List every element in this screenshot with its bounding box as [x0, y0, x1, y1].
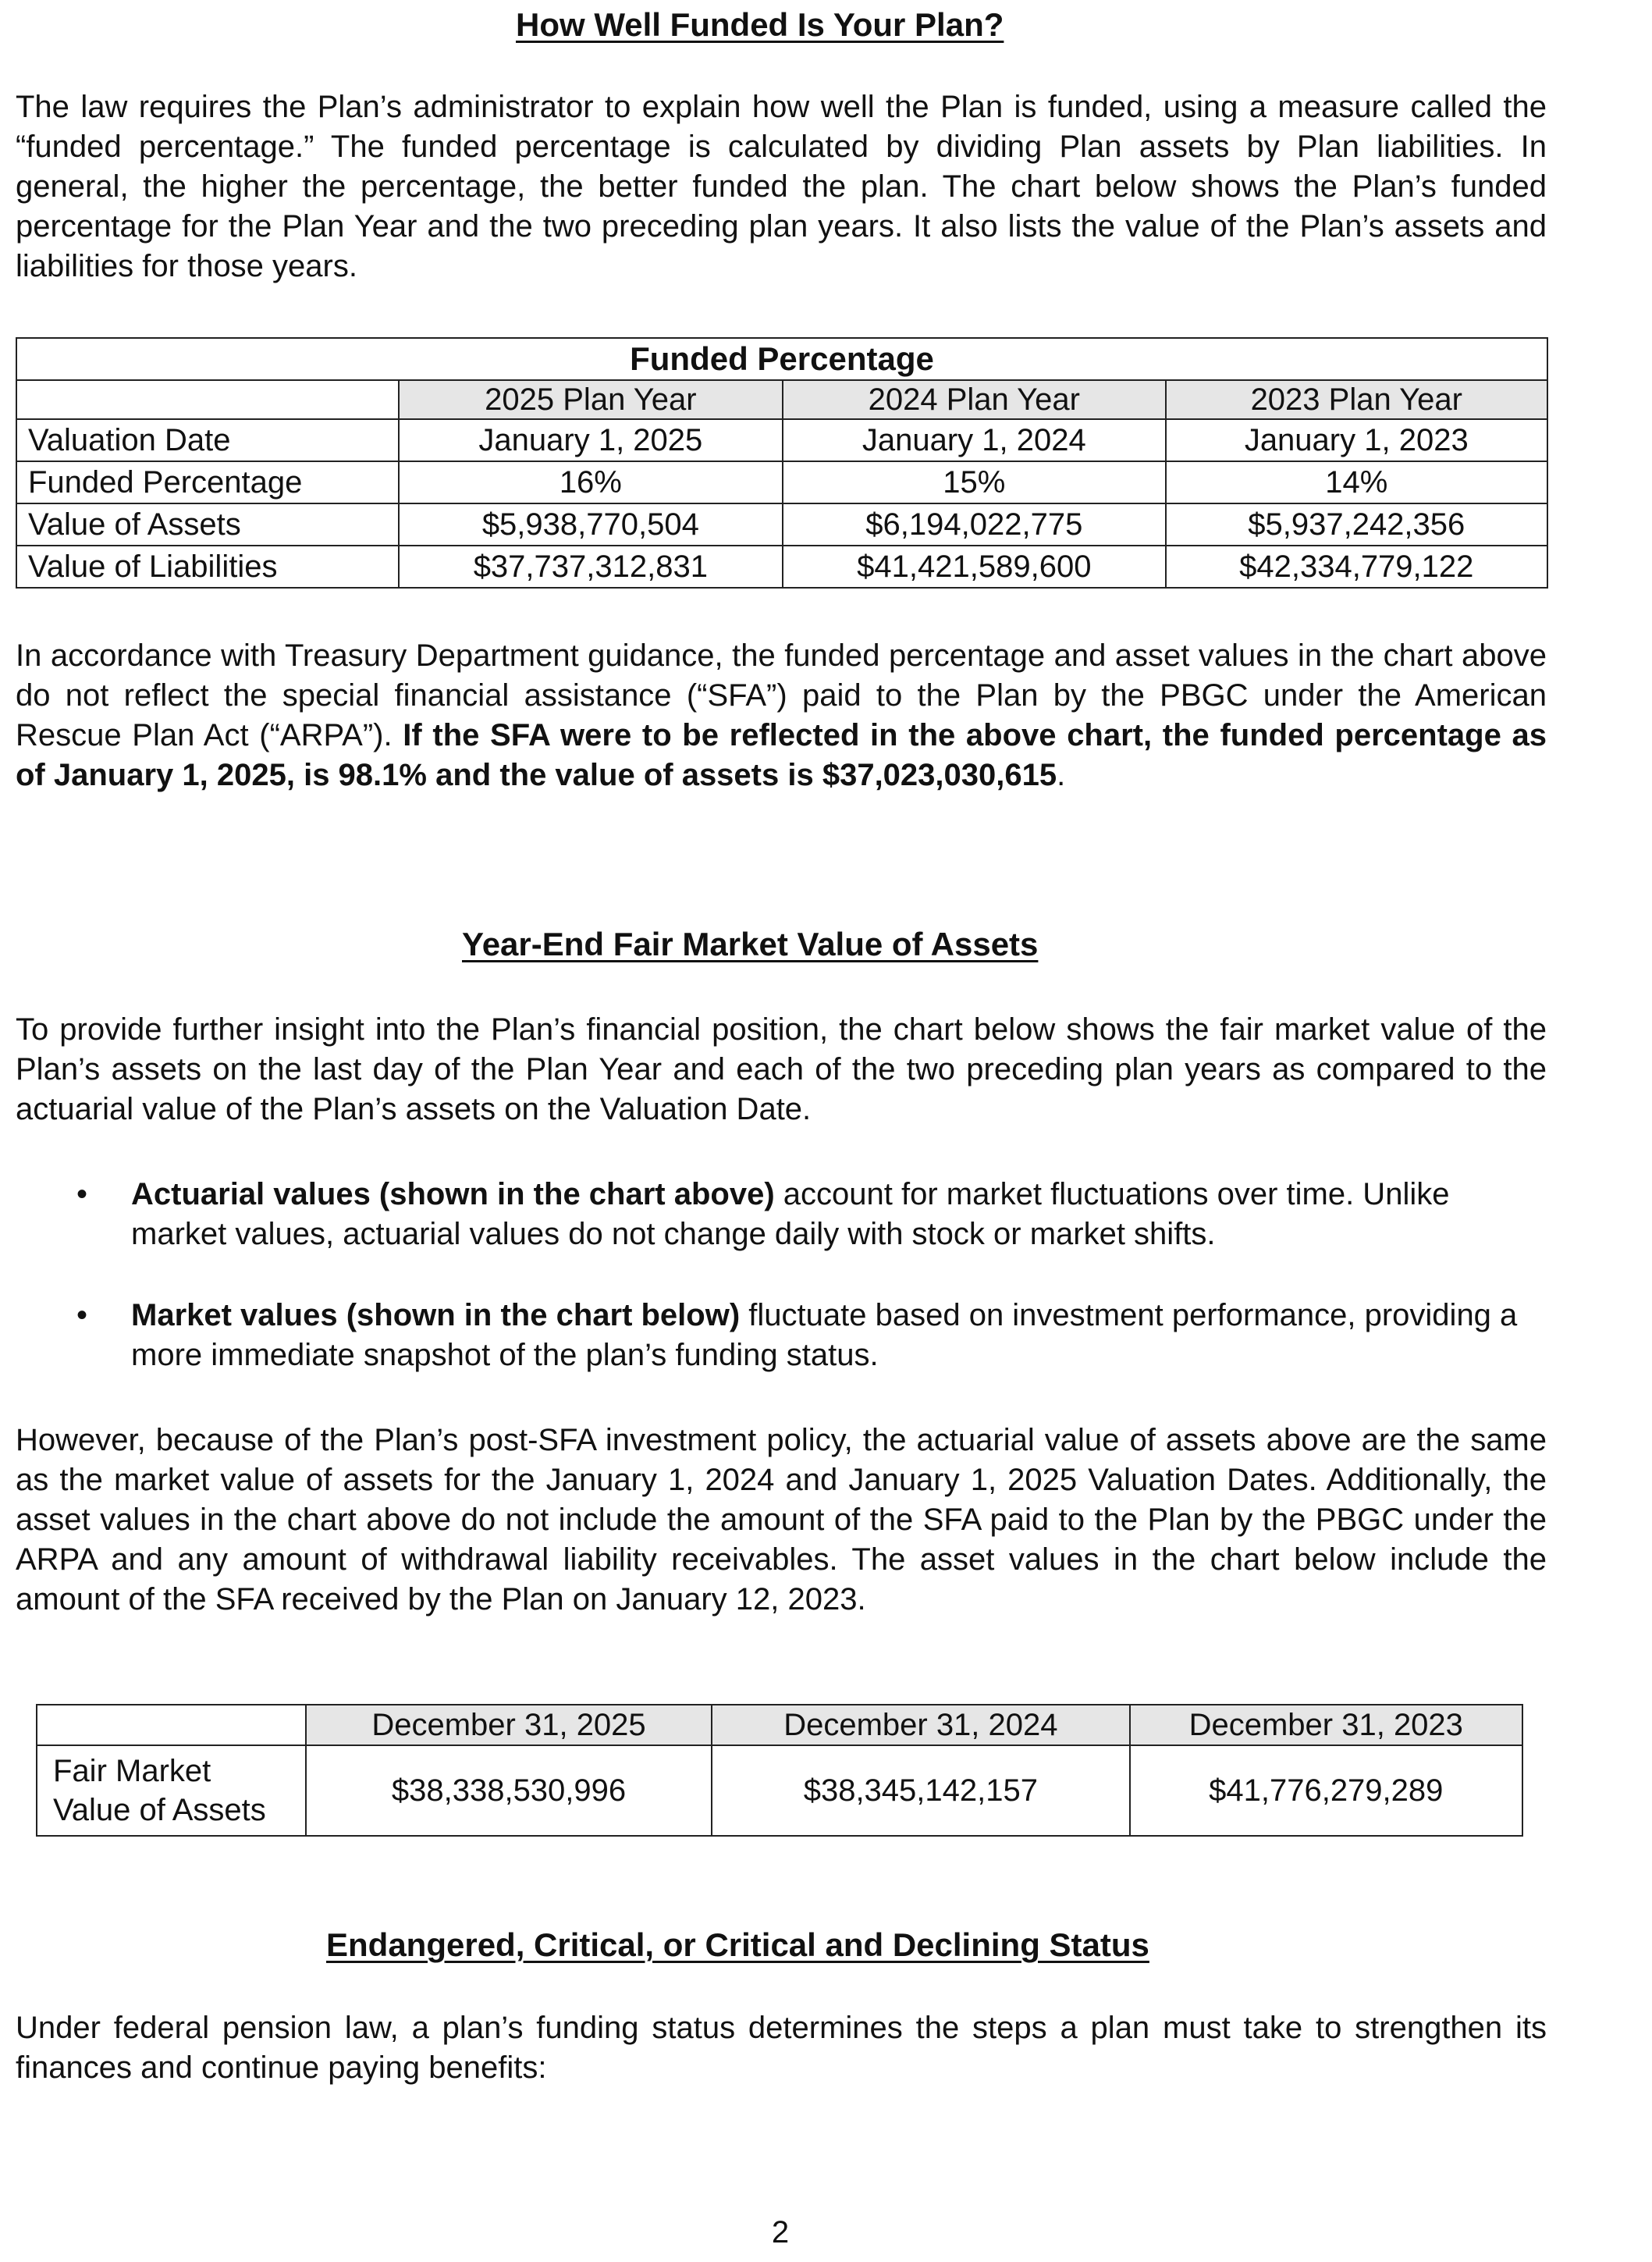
section-heading-fair-market: Year-End Fair Market Value of Assets: [462, 926, 1039, 962]
table-cell: 16%: [399, 461, 783, 503]
table-cell: $37,737,312,831: [399, 546, 783, 588]
table-cell: January 1, 2023: [1166, 419, 1547, 461]
table-cell: January 1, 2024: [783, 419, 1165, 461]
column-header: December 31, 2025: [306, 1705, 712, 1745]
sfa-note-bold: If the SFA were to be reflected in the above chart, the funded percentage as of January 1, 2025, is 98.1% and the value of assets is $37,023,030,615: [16, 718, 1547, 792]
sfa-note-text: In accordance with Treasury Department guidance, the funded percentage and asset values in the chart above do not reflect the special financial assistance (“SFA”) paid to the Plan by the PBGC under the American Rescue Plan Act (“ARPA”).: [16, 638, 1547, 752]
post-sfa-paragraph: However, because of the Plan’s post-SFA investment policy, the actuarial value of assets above are the same as the market value of assets for the January 1, 2024 and January 1, 2025 Valuation Dates. Additionally, the asset values in the chart above do not include the amount of the SFA paid to the Plan by the PBGC under the ARPA and any amount of withdrawal liability receivables. The asset values in the chart below include the amount of the SFA received by the Plan on January 12, 2023.: [16, 1423, 1547, 1616]
row-label: Value of Liabilities: [16, 546, 399, 588]
bullet-text: fluctuate based on investment performance, providing a more immediate snapshot of the plan’s funding status.: [131, 1298, 1518, 1372]
funding-intro-paragraph: The law requires the Plan’s administrator to explain how well the Plan is funded, using a measure called the “funded percentage.” The funded percentage is calculated by dividing Plan assets by Plan liabilities. In general, the higher the percentage, the better funded the plan. The chart below shows the Plan’s funded percentage for the Plan Year and the two preceding plan years. It also lists the value of the Plan’s assets and liabilities for those years.: [16, 90, 1547, 283]
sfa-note-paragraph: [16, 636, 1547, 795]
bullet-marker: •: [76, 1298, 88, 1332]
bullet-bold: Actuarial values (shown in the chart above): [131, 1177, 775, 1211]
section-heading-status: Endangered, Critical, or Critical and Declining Status: [326, 1926, 1149, 1963]
table-corner-cell: [37, 1705, 306, 1745]
table-cell: $5,937,242,356: [1166, 503, 1547, 546]
fair-market-intro-paragraph: To provide further insight into the Plan’s financial position, the chart below shows the fair market value of the Plan’s assets on the last day of the Plan Year and each of the two preceding plan years as compared to the actuarial value of the Plan’s assets on the Valuation Date.: [16, 1012, 1547, 1126]
table-row: [37, 1745, 1522, 1836]
table-cell: $41,776,279,289: [1130, 1745, 1522, 1836]
column-header: 2024 Plan Year: [783, 380, 1165, 419]
column-header: 2023 Plan Year: [1166, 380, 1547, 419]
table-corner-cell: [16, 380, 399, 419]
funded-percentage-table: [16, 337, 1548, 589]
fair-market-value-table: [36, 1704, 1523, 1837]
table-cell: $6,194,022,775: [783, 503, 1165, 546]
row-label-line: Fair Market: [53, 1754, 211, 1788]
table-cell: 14%: [1166, 461, 1547, 503]
table-row: [16, 419, 1547, 461]
funded-table-title: Funded Percentage: [16, 338, 1547, 380]
table-cell: 15%: [783, 461, 1165, 503]
table-cell: $41,421,589,600: [783, 546, 1165, 588]
row-label: Value of Assets: [16, 503, 399, 546]
bullet-marker: •: [76, 1177, 88, 1211]
table-row: [16, 503, 1547, 546]
row-label: Funded Percentage: [16, 461, 399, 503]
bullet-text: account for market fluctuations over time. Unlike market values, actuarial values do not change daily with stock or market shifts.: [131, 1177, 1450, 1251]
row-label-line: Value of Assets: [53, 1793, 266, 1827]
column-header: December 31, 2023: [1130, 1705, 1522, 1745]
row-label: Valuation Date: [16, 419, 399, 461]
status-intro-paragraph: Under federal pension law, a plan’s funding status determines the steps a plan must take to strengthen its finances and continue paying benefits:: [16, 2011, 1547, 2085]
table-row: [16, 546, 1547, 588]
bullet-actuarial-values: [131, 1175, 1547, 1254]
table-cell: $38,345,142,157: [712, 1745, 1129, 1836]
table-cell: January 1, 2025: [399, 419, 783, 461]
row-label: [37, 1745, 306, 1836]
sfa-note-end: .: [1057, 758, 1066, 792]
table-cell: $5,938,770,504: [399, 503, 783, 546]
bullet-bold: Market values (shown in the chart below): [131, 1298, 741, 1332]
section-heading-funding: How Well Funded Is Your Plan?: [516, 6, 1004, 43]
column-header: December 31, 2024: [712, 1705, 1129, 1745]
bullet-market-values: [131, 1296, 1547, 1375]
page-number: 2: [771, 2215, 790, 2250]
column-header: 2025 Plan Year: [399, 380, 783, 419]
table-row: [16, 461, 1547, 503]
table-cell: $42,334,779,122: [1166, 546, 1547, 588]
table-cell: $38,338,530,996: [306, 1745, 712, 1836]
